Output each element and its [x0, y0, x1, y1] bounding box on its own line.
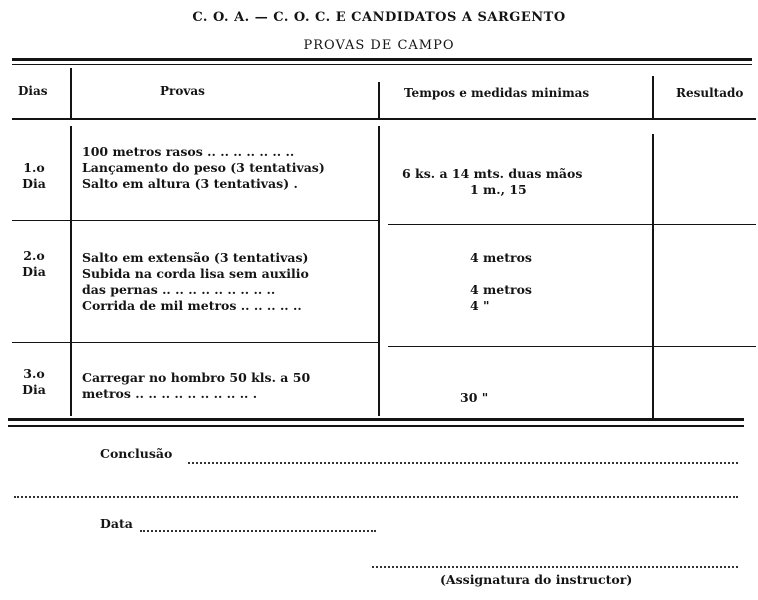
date-dotted-line	[140, 524, 376, 532]
tempos-cell-row-2	[470, 250, 532, 314]
column-header-resultado: Resultado	[676, 86, 744, 100]
prova-item: Salto em altura (3 tentativas) .	[82, 176, 298, 191]
tempo-item: 1 m., 15	[470, 182, 527, 197]
day-label-2	[12, 248, 56, 280]
table-bottom-rule	[8, 418, 744, 421]
day-word: Dia	[22, 382, 46, 397]
day-number: 1.o	[23, 160, 45, 175]
tempo-item: 4 metros	[470, 250, 532, 265]
tempo-item: 6 ks. a 14 mts. duas mãos	[402, 166, 583, 181]
page-subtitle: PROVAS DE CAMPO	[303, 38, 455, 53]
day-word: Dia	[22, 264, 46, 279]
column-header-provas: Provas	[160, 84, 205, 98]
header-bottom-rule	[12, 118, 756, 120]
table-top-rule-thin	[12, 64, 752, 65]
tempo-item: 4 "	[470, 298, 490, 313]
page-title: C. O. A. — C. O. C. E CANDIDATOS A SARGENTO	[192, 10, 566, 25]
day-label-3	[12, 366, 56, 398]
prova-item: Salto em extensão (3 tentativas)	[82, 250, 309, 265]
column-divider-2	[378, 126, 380, 416]
tempo-item	[460, 374, 488, 390]
conclusion-dotted-line-2	[14, 490, 738, 498]
tempo-item: 4 metros	[470, 282, 532, 297]
provas-cell-row-1	[82, 144, 325, 192]
column-divider-2-header	[378, 82, 380, 118]
conclusion-dotted-line	[188, 456, 738, 464]
tempo-item: 30 "	[460, 390, 489, 405]
signature-dotted-line	[372, 560, 738, 568]
column-divider-1	[70, 126, 72, 416]
column-divider-1-header	[70, 68, 72, 118]
tempos-cell-row-1	[402, 166, 582, 198]
date-label: Data	[100, 516, 133, 531]
signature-label: (Assignatura do instructor)	[440, 572, 633, 587]
column-divider-3-header	[652, 76, 654, 120]
row-separator-1b	[388, 224, 756, 225]
row-separator-1a	[12, 220, 378, 221]
day-number: 3.o	[23, 366, 45, 381]
prova-item: Carregar no hombro 50 kls. a 50	[82, 370, 311, 385]
row-separator-2b	[388, 346, 756, 347]
column-divider-3	[652, 134, 654, 418]
prova-item: metros .. .. .. .. .. .. .. .. .. .	[82, 386, 258, 401]
conclusion-label: Conclusão	[100, 446, 173, 461]
provas-cell-row-2	[82, 250, 309, 314]
prova-item: 100 metros rasos .. .. .. .. .. .. ..	[82, 144, 295, 159]
tempos-cell-row-3	[460, 374, 488, 406]
column-header-dias: Dias	[18, 84, 48, 98]
column-header-tempos: Tempos e medidas minimas	[404, 86, 590, 100]
table-top-rule	[12, 58, 752, 61]
prova-item: Lançamento do peso (3 tentativas)	[82, 160, 325, 175]
day-word: Dia	[22, 176, 46, 191]
prova-item: Subida na corda lisa sem auxilio	[82, 266, 309, 281]
provas-cell-row-3	[82, 370, 310, 402]
tempo-item	[470, 266, 532, 282]
prova-item: Corrida de mil metros .. .. .. .. ..	[82, 298, 302, 313]
table-bottom-rule-thin	[8, 425, 744, 427]
row-separator-2a	[12, 342, 378, 343]
day-label-1	[12, 160, 56, 192]
prova-item: das pernas .. .. .. .. .. .. .. .. ..	[82, 282, 276, 297]
day-number: 2.o	[23, 248, 45, 263]
